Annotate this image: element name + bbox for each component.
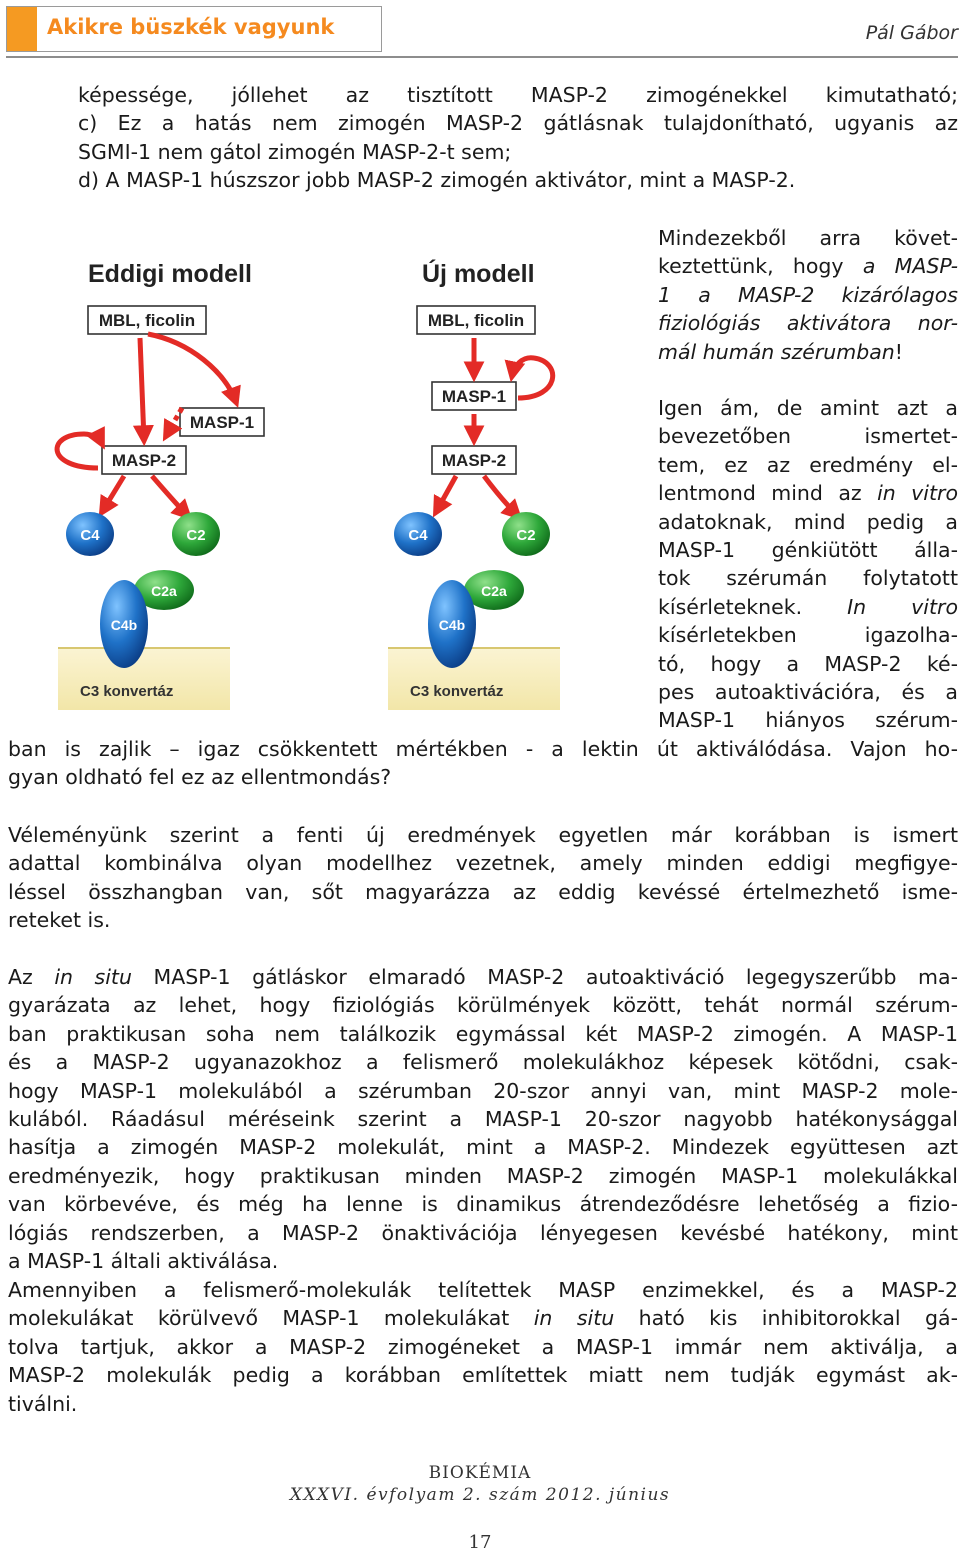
c2a-label: C2a [151,583,177,599]
author-name: Pál Gábor [865,22,958,44]
text-line: van körbevéve, és még ha lenne is dinamikus átrendeződésre lehetőség a fizio- [8,1192,958,1217]
conclusion-paragraph [658,224,958,366]
section-title: Akikre büszkék vagyunk [47,15,335,39]
text-line: SGMI-1 nem gátol zimogén MASP-2-t sem; [78,139,512,164]
journal-name: BIOKÉMIA [428,1463,532,1483]
arrow-mbl-to-masp1 [148,334,236,402]
inhibitor-paragraph [8,1276,958,1418]
arrow-mbl-to-masp2 [140,338,144,440]
arrow-masp2-autoactivation [57,434,102,468]
text-line [8,1304,958,1332]
text-line [658,593,958,621]
text-line: kulából. Ráadásul méréseink szerint a MASP-1 20-szor nagyobb hatékonysággal [8,1107,958,1132]
text-line: képessége, jóllehet az tisztított MASP-2 zimogénekkel kimutatható; [78,83,958,107]
text-line: adatoknak, mind pedig a [658,509,958,534]
journal-issue: XXXVI. évfolyam 2. szám 2012. június [289,1485,671,1505]
masp1-label: MASP-1 [441,387,507,406]
in-situ-paragraph [8,963,958,1275]
text-segment: lentmond mind az [658,481,878,506]
arrow-masp2-to-c4 [102,476,124,512]
text-segment: MASP-1 gátláskor elmaradó MASP-2 autoaktiváció legegyszerűbb ma- [131,965,958,989]
text-line [658,338,958,366]
text-line: tem, ez az eredmény el- [658,452,958,477]
text-segment: molekulákat körülvevő MASP-1 molekulákat [8,1306,534,1331]
text-line: reteket is. [8,908,111,933]
text-line [658,479,958,507]
text-line: lógiás rendszerben, a MASP-2 önaktivációja lényegesen kevésbé hatékony, mint [8,1220,958,1245]
c4b-label: C4b [110,617,138,633]
emphasis-text: in situ [533,1306,615,1331]
emphasis-text: In vitro [847,594,958,619]
mbl-ficolin-label: MBL, ficolin [427,311,525,330]
text-line [8,963,958,991]
text-line: d) A MASP-1 húszszor jobb MASP-2 zimogén aktivátor, mint a MASP-2. [78,168,796,193]
mbl-ficolin-label: MBL, ficolin [98,311,196,330]
page-number: 17 [468,1532,492,1553]
text-line: eredményezik, hogy praktikusan minden MASP-2 zimogén MASP-1 molekulákkal [8,1163,958,1188]
text-line: és a MASP-2 ugyanazokhoz a felismerő molekulákhoz képesek kötődni, csak- [8,1050,958,1075]
emphasis-text: in situ [54,965,132,989]
c4b-label: C4b [438,617,466,633]
page-header [6,6,958,58]
model-figure [40,222,636,716]
text-line: Amennyiben a felismerő-molekulák telítettek MASP enzimekkel, és a MASP-2 [8,1278,958,1302]
text-line: tok szérumán folytatott [658,566,958,591]
text-line: hasítja a zimogén MASP-2 molekulát, mint a MASP-2. Mindezek együttesen azt [8,1135,958,1160]
membrane-right [388,648,560,710]
text-segment: ható kis inhibitorokkal gá- [614,1306,959,1331]
emphasis-text: in vitro [877,481,958,506]
section-accent-bar [7,7,37,51]
text-line [658,252,958,280]
c4-label: C4 [408,527,428,544]
text-line: adattal kombinálva olyan modellhez vezetnek, amely minden eddigi megfigye- [8,851,958,876]
text-line: Igen ám, de amint azt a [658,396,958,420]
text-line: Véleményünk szerint a fenti új eredmények egyetlen már korábban is ismert [8,823,958,847]
text-line: ban is zajlik – igaz csökkentett mértékben - a lektin út aktiválódása. Vajon ho- [8,737,958,761]
text-line: ban praktikusan soha nem találkozik egymással két MASP-2 zimogén. A MASP-1 [8,1021,958,1046]
c2-label: C2 [516,527,536,544]
header-divider [6,56,958,58]
left-model-panel [57,260,264,710]
text-line: a MASP-1 általi aktiválása. [8,1249,279,1274]
emphasis-text: a MASP- [862,254,958,279]
c2a-label: C2a [481,583,507,599]
text-segment: ! [894,339,903,364]
text-line: léssel összhangban van, sőt magyarázza az eddig kevéssé értelmezhető isme- [8,879,958,904]
text-line: MASP-2 molekulák pedig a korábban említettek miatt nem tudják egymást ak- [8,1363,958,1388]
text-line: gyan oldható fel ez az ellentmondás? [8,765,392,790]
text-line: tolva tartjuk, akkor a MASP-2 zimogéneket a MASP-1 immár nem aktiválja, a [8,1334,958,1359]
text-line: pes autoaktivációra, és a [658,680,958,705]
contradiction-paragraph-continued [8,735,958,792]
opinion-paragraph [8,821,958,935]
text-segment: keztettünk, hogy [658,254,863,279]
text-segment: Az [8,965,55,989]
emphasis-line: 1 a MASP-2 kizárólagos [658,282,958,307]
text-line: gyarázata az lehet, hogy fiziológiás körülmények között, tehát normál szérum- [8,993,958,1018]
contradiction-paragraph [658,394,958,735]
c4-label: C4 [80,527,100,544]
text-line: c) Ez a hatás nem zimogén MASP-2 gátlásnak tulajdonítható, ugyanis az [78,111,958,136]
arrow-masp2-to-c4 [436,476,456,512]
masp1-label: MASP-1 [189,413,255,432]
c2-label: C2 [186,527,206,544]
text-line: Mindezekből arra követ- [658,226,958,250]
text-line: MASP-1 hiányos szérum- [658,708,958,733]
intro-paragraph [78,81,958,195]
masp2-label: MASP-2 [111,451,177,470]
masp2-label: MASP-2 [441,451,507,470]
text-line: tiválni. [8,1391,78,1416]
section-title-box [6,6,382,52]
text-line: bevezetőben ismertet- [658,424,958,449]
arrow-masp2-to-c2 [484,476,518,516]
emphasis-text: mál humán szérumban [658,339,895,364]
membrane-left [58,648,230,710]
text-line: MASP-1 génkiütött álla- [658,538,958,563]
text-segment: kísérleteknek. [658,594,848,619]
c3-convertase-label: C3 konvertáz [80,683,174,700]
text-line: kísérletekben igazolha- [658,623,958,648]
c3-convertase-label: C3 konvertáz [410,683,504,700]
emphasis-line: fiziológiás aktivátora nor- [658,311,958,336]
right-model-title: Új modell [422,260,535,288]
text-line: hogy MASP-1 molekulából a szérumban 20-szor annyi van, mint MASP-2 mole- [8,1078,958,1103]
arrow-masp1-autoactivation [512,358,553,398]
right-model-panel [388,258,560,710]
arrow-masp2-to-c2 [152,476,188,516]
left-model-title: Eddigi modell [88,260,252,288]
text-line: tó, hogy a MASP-2 ké- [658,651,958,676]
